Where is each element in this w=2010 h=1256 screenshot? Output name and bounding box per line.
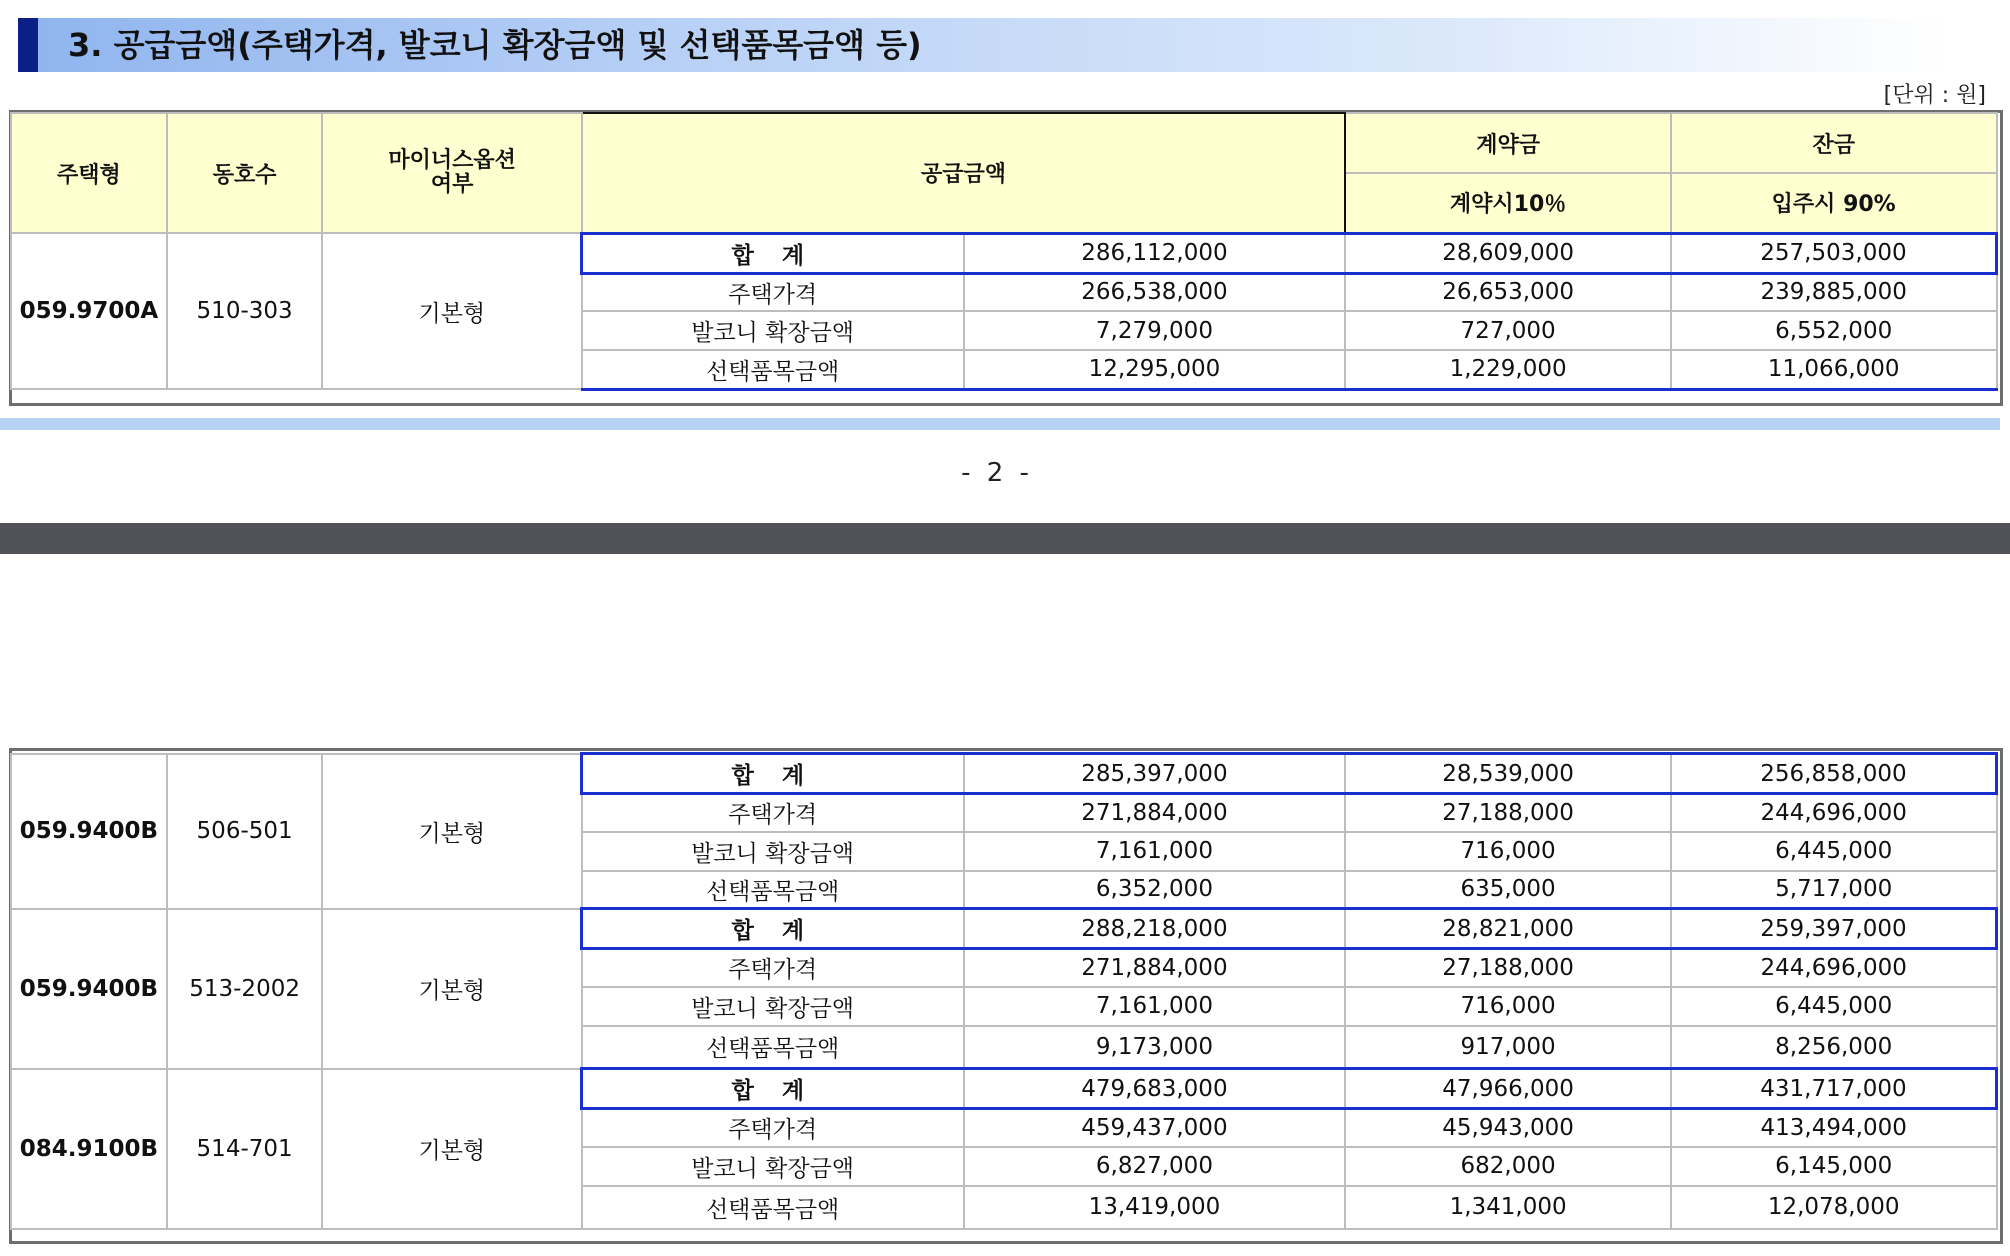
minus-option-cell: 기본형 (322, 1069, 581, 1229)
footer-rule (0, 418, 2000, 430)
header-balance: 잔금 (1671, 113, 1997, 173)
deposit-cell: 1,229,000 (1345, 350, 1671, 389)
deposit-cell: 635,000 (1345, 871, 1671, 909)
supply-price-table (10, 112, 1998, 391)
deposit-cell: 716,000 (1345, 832, 1671, 871)
header-minus-option (322, 113, 581, 233)
balance-cell: 244,696,000 (1671, 794, 1997, 832)
deposit-cell: 682,000 (1345, 1147, 1671, 1186)
total-row (11, 909, 1997, 949)
item-label-cell: 발코니 확장금액 (582, 987, 964, 1026)
supply-amount-cell: 12,295,000 (964, 350, 1346, 389)
item-label-cell: 발코니 확장금액 (582, 1147, 964, 1186)
balance-cell: 257,503,000 (1671, 233, 1997, 273)
deposit-cell: 716,000 (1345, 987, 1671, 1026)
item-label-cell: 합 계 (582, 909, 964, 949)
item-label-cell: 합 계 (582, 754, 964, 794)
balance-cell: 5,717,000 (1671, 871, 1997, 909)
supply-amount-cell: 7,279,000 (964, 311, 1346, 350)
page-gap (0, 523, 2010, 554)
item-label-cell: 주택가격 (582, 273, 964, 311)
supply-amount-cell: 288,218,000 (964, 909, 1346, 949)
header-type: 주택형 (11, 113, 167, 233)
supply-amount-cell: 479,683,000 (964, 1069, 1346, 1109)
deposit-cell: 28,609,000 (1345, 233, 1671, 273)
housing-type-cell: 059.9400B (11, 754, 167, 909)
unit-number-cell: 514-701 (167, 1069, 323, 1229)
housing-type-cell: 059.9700A (11, 233, 167, 389)
balance-cell: 256,858,000 (1671, 754, 1997, 794)
supply-amount-cell: 271,884,000 (964, 949, 1346, 987)
header-balance-sub: 입주시 90% (1671, 173, 1997, 233)
supply-amount-cell: 7,161,000 (964, 987, 1346, 1026)
balance-cell: 6,145,000 (1671, 1147, 1997, 1186)
minus-option-cell: 기본형 (322, 909, 581, 1069)
housing-type-cell: 059.9400B (11, 909, 167, 1069)
supply-amount-cell: 266,538,000 (964, 273, 1346, 311)
supply-amount-cell: 271,884,000 (964, 794, 1346, 832)
document-page-2 (0, 0, 2010, 523)
supply-amount-cell: 285,397,000 (964, 754, 1346, 794)
housing-type-cell: 084.9100B (11, 1069, 167, 1229)
minus-option-cell: 기본형 (322, 754, 581, 909)
item-label-cell: 발코니 확장금액 (582, 832, 964, 871)
balance-cell: 244,696,000 (1671, 949, 1997, 987)
unit-number-cell: 513-2002 (167, 909, 323, 1069)
supply-amount-cell: 9,173,000 (964, 1026, 1346, 1069)
section-heading (18, 18, 1948, 72)
supply-price-table-continued (10, 752, 1998, 1230)
balance-cell: 6,445,000 (1671, 832, 1997, 871)
unit-number-cell: 510-303 (167, 233, 323, 389)
item-label-cell: 발코니 확장금액 (582, 311, 964, 350)
balance-cell: 413,494,000 (1671, 1109, 1997, 1147)
balance-cell: 431,717,000 (1671, 1069, 1997, 1109)
item-label-cell: 합 계 (582, 1069, 964, 1109)
total-row (11, 1069, 1997, 1109)
header-unit-no: 동호수 (167, 113, 323, 233)
item-label-cell: 선택품목금액 (582, 871, 964, 909)
section-title: 3. 공급금액(주택가격, 발코니 확장금액 및 선택품목금액 등) (68, 26, 922, 64)
deposit-cell: 45,943,000 (1345, 1109, 1671, 1147)
header-minus-option-text: 마이너스옵션 여부 (388, 148, 516, 197)
document-page-3 (0, 554, 2010, 1256)
header-supply-amount: 공급금액 (582, 113, 1346, 233)
balance-cell: 239,885,000 (1671, 273, 1997, 311)
deposit-cell: 28,821,000 (1345, 909, 1671, 949)
balance-cell: 6,552,000 (1671, 311, 1997, 350)
supply-amount-cell: 6,352,000 (964, 871, 1346, 909)
supply-amount-cell: 7,161,000 (964, 832, 1346, 871)
deposit-cell: 47,966,000 (1345, 1069, 1671, 1109)
balance-cell: 6,445,000 (1671, 987, 1997, 1026)
table-body-page2 (11, 754, 1997, 1229)
supply-amount-cell: 13,419,000 (964, 1186, 1346, 1229)
unit-number-cell: 506-501 (167, 754, 323, 909)
header-deposit-sub: 계약시10％ (1345, 173, 1671, 233)
balance-cell: 11,066,000 (1671, 350, 1997, 389)
supply-amount-cell: 459,437,000 (964, 1109, 1346, 1147)
total-row (11, 754, 1997, 794)
deposit-cell: 28,539,000 (1345, 754, 1671, 794)
deposit-cell: 27,188,000 (1345, 949, 1671, 987)
total-row (11, 233, 1997, 273)
item-label-cell: 선택품목금액 (582, 1186, 964, 1229)
header-deposit: 계약금 (1345, 113, 1671, 173)
item-label-cell: 주택가격 (582, 1109, 964, 1147)
unit-label: [단위 : 원] (1883, 83, 1986, 108)
deposit-cell: 727,000 (1345, 311, 1671, 350)
item-label-cell: 주택가격 (582, 949, 964, 987)
deposit-cell: 917,000 (1345, 1026, 1671, 1069)
supply-amount-cell: 286,112,000 (964, 233, 1346, 273)
page-number: - 2 - (961, 458, 1033, 488)
supply-amount-cell: 6,827,000 (964, 1147, 1346, 1186)
balance-cell: 259,397,000 (1671, 909, 1997, 949)
balance-cell: 12,078,000 (1671, 1186, 1997, 1229)
deposit-cell: 26,653,000 (1345, 273, 1671, 311)
item-label-cell: 선택품목금액 (582, 1026, 964, 1069)
balance-cell: 8,256,000 (1671, 1026, 1997, 1069)
deposit-cell: 27,188,000 (1345, 794, 1671, 832)
minus-option-cell: 기본형 (322, 233, 581, 389)
table-body-page1 (11, 233, 1997, 389)
item-label-cell: 주택가격 (582, 794, 964, 832)
heading-accent-bar (18, 18, 38, 72)
item-label-cell: 선택품목금액 (582, 350, 964, 389)
deposit-cell: 1,341,000 (1345, 1186, 1671, 1229)
item-label-cell: 합 계 (582, 233, 964, 273)
